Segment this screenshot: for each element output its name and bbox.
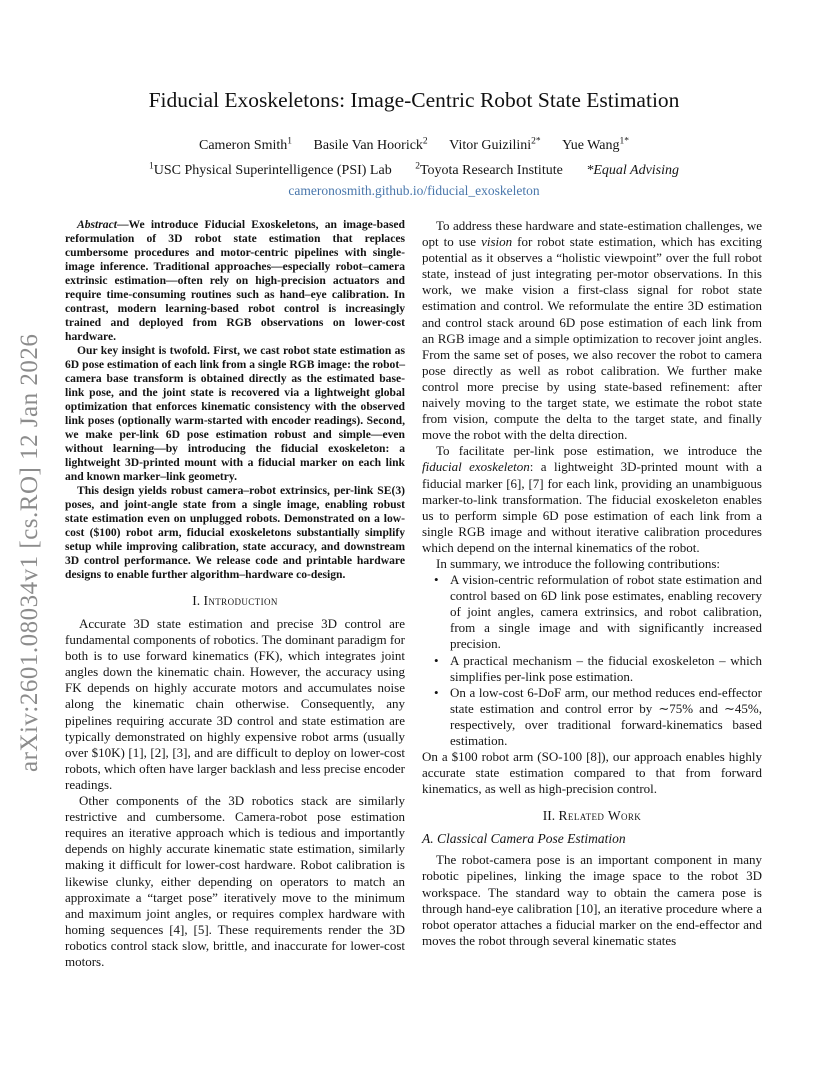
intro-paragraph-5: On a $100 robot arm (SO-100 [8]), our approach enables highly accurate state estimation compared to that from forward kinematics, as well as high-precision control. [422, 749, 762, 797]
paper-title: Fiducial Exoskeletons: Image-Centric Robot State Estimation [148, 88, 680, 112]
intro-paragraph-3: To address these hardware and state-estimation challenges, we opt to use vision for robot state estimation, which has exciting potential as it observes a “holistic viewpoint” over the full robot state, instead of just integrating per-motor observations. In this work, we make vision a first-class signal for robot state estimation and control. We reformulate the entire 3D estimation and control stack around 6D pose estimation of each link from an RGB image and a simple optimization to recover joint angles. From the same set of poses, we also recover the robot to camera pose directly as well as robot calibration. We further make control more precise by using state-based refinement: after naively moving to the target state, we estimate the robot state from vision, compute the delta to the target state, and finally move the robot with the delta direction. [422, 218, 762, 443]
bullet-icon: • [434, 572, 439, 588]
intro-paragraph-1: Accurate 3D state estimation and precise 3D control are fundamental components of robotics. The dominant paradigm for both is to use forward kinematics (FK), which integrates joint angles down the kinematic chain. However, the accuracy using FK depends on highly accurate motors and accumulates noise along the kinematic chain otherwise. Consequently, any pipelines requiring accurate 3D control and state estimation are typically demonstrated on highly expensive robot arms (usually over $10K) [1], [2], [3], and are difficult to deploy on lower-cost robots, which often have larger backlash and less precise encoder readings. [65, 616, 405, 792]
arxiv-watermark: arXiv:2601.08034v1 [cs.RO] 12 Jan 2026 [16, 333, 43, 773]
section-heading-related-work: II. Related Work [542, 808, 642, 824]
contribution-item-1: • A vision-centric reformulation of robot state estimation and control based on 6D link pose estimates, enabling recovery of joint angles, camera extrinsics, and robot calibration, from a single image and with significantly increased precision. [434, 572, 762, 652]
author-1-affiliation-mark: 1 [287, 136, 293, 147]
project-link[interactable]: cameronosmith.github.io/fiducial_exoskeleton [288, 183, 540, 198]
intro-paragraph-4: To facilitate per-link pose estimation, we introduce the fiducial exoskeleton: a lightweight 3D-printed mount with a fiducial marker [6], [7] for each link, providing an unambiguous marker-to-link transformation. The fiducial exoskeleton enables us to perform simple 6D pose estimation of each link from a single RGB image and without iterative calibration procedures which depend on the internal kinematics of the robot. [422, 443, 762, 555]
section-heading-introduction: I. Introduction [192, 593, 278, 608]
intro-paragraph-2: Other components of the 3D robotics stack are similarly restrictive and cumbersome. Camera-robot pose estimation requires an iterative approach which is tedious and importantly depends on highly accurate kinematic state estimation, similarly making it difficult for lower-cost hardware. Robot calibration is likewise clunky, either depending on operators to match an approximate a “target pose” iteratively move to the minimum and maximum joint angles, or requires complex hardware with homing sequences [4], [5]. These requirements render the 3D robotics control stack slow, brittle, and inaccurate for lower-cost motors. [65, 793, 405, 969]
affiliation-line [0, 163, 828, 179]
equal-advising-note: *Equal Advising [586, 163, 680, 178]
abstract-paragraph-3: This design yields robust camera–robot extrinsics, per-link SE(3) poses, and joint-angle state from a single image, enabling robust state estimation even on unplugged robots. Demonstrated on a low-cost ($100) robot arm, fiducial exoskeletons substantially simplify setup while improving calibration, state accuracy, and downstream 3D control performance. We release code and printable hardware designs to enable further algorithm–hardware co-design. [65, 484, 405, 581]
contributions-lead-in: In summary, we introduce the following contributions: [436, 555, 721, 571]
author-3: Vitor Guizilini$^{2*}$ [449, 136, 541, 153]
right-column [422, 218, 762, 970]
subsection-heading-classical-camera-pose: A. Classical Camera Pose Estimation [422, 831, 626, 847]
author-2: Basile Van Hoorick$^2$ [313, 136, 428, 153]
author-2-affiliation-mark: 2 [422, 136, 428, 147]
author-1: Cameron Smith$^1$ [199, 136, 293, 153]
author-line [0, 138, 828, 154]
related-work-paragraph-1: The robot-camera pose is an important component in many robotic pipelines, linking the image space to the robot 3D workspace. The standard way to obtain the camera pose is through hand-eye calibration [10], an iterative procedure where a robot operator attaches a fiducial marker on the end-effector and moves the robot through several kinematic states [422, 852, 762, 948]
bullet-icon: • [434, 652, 439, 668]
contribution-item-3: • On a low-cost 6-DoF arm, our method reduces end-effector state estimation and control error by ∼75% and ∼45%, respectively, over traditional forward-kinematics based estimation. [434, 684, 762, 748]
author-4-affiliation-mark: 1* [619, 136, 629, 147]
abstract-paragraph-1: Abstract—We introduce Fiducial Exoskeletons, an image-based reformulation of 3D robot state estimation that replaces cumbersome procedures and motor-centric pipelines with single-image inference. Traditional approaches—especially robot–camera extrinsic estimation—often rely on high-precision actuators and require time-consuming routines such as hand–eye calibration. In contrast, modern learning-based robot control is increasingly trained and deployed from RGB observations on lower-cost hardware. [65, 218, 405, 343]
left-column [65, 218, 405, 970]
author-4: Yue Wang$^{1*}$ [562, 136, 629, 153]
abstract-label: Abstract [77, 218, 117, 231]
author-3-affiliation-mark: 2* [531, 136, 541, 147]
two-column-body [0, 218, 828, 970]
bullet-icon: • [434, 684, 439, 700]
contribution-item-2: • A practical mechanism – the fiducial exoskeleton – which simplifies per-link pose estimation. [434, 652, 762, 684]
affiliation-1: $^1$USC Physical Superintelligence (PSI) Lab [148, 161, 392, 178]
affiliation-2: $^2$Toyota Research Institute [415, 161, 563, 178]
abstract-paragraph-2: Our key insight is twofold. First, we cast robot state estimation as 6D pose estimation of each link from a single RGB image: the robot–camera base transform is obtained directly as the estimated base-link pose, and the joint state is recovered via a lightweight global optimization that enforces kinematic consistency with the observed link poses (optionally warm-started with encoder readings). Second, we make per-link 6D pose estimation robust and simple—even without learning—by introducing the fiducial exoskeleton: a lightweight 3D-printed mount with a fiducial marker on each link and known marker–link geometry. [65, 344, 405, 483]
